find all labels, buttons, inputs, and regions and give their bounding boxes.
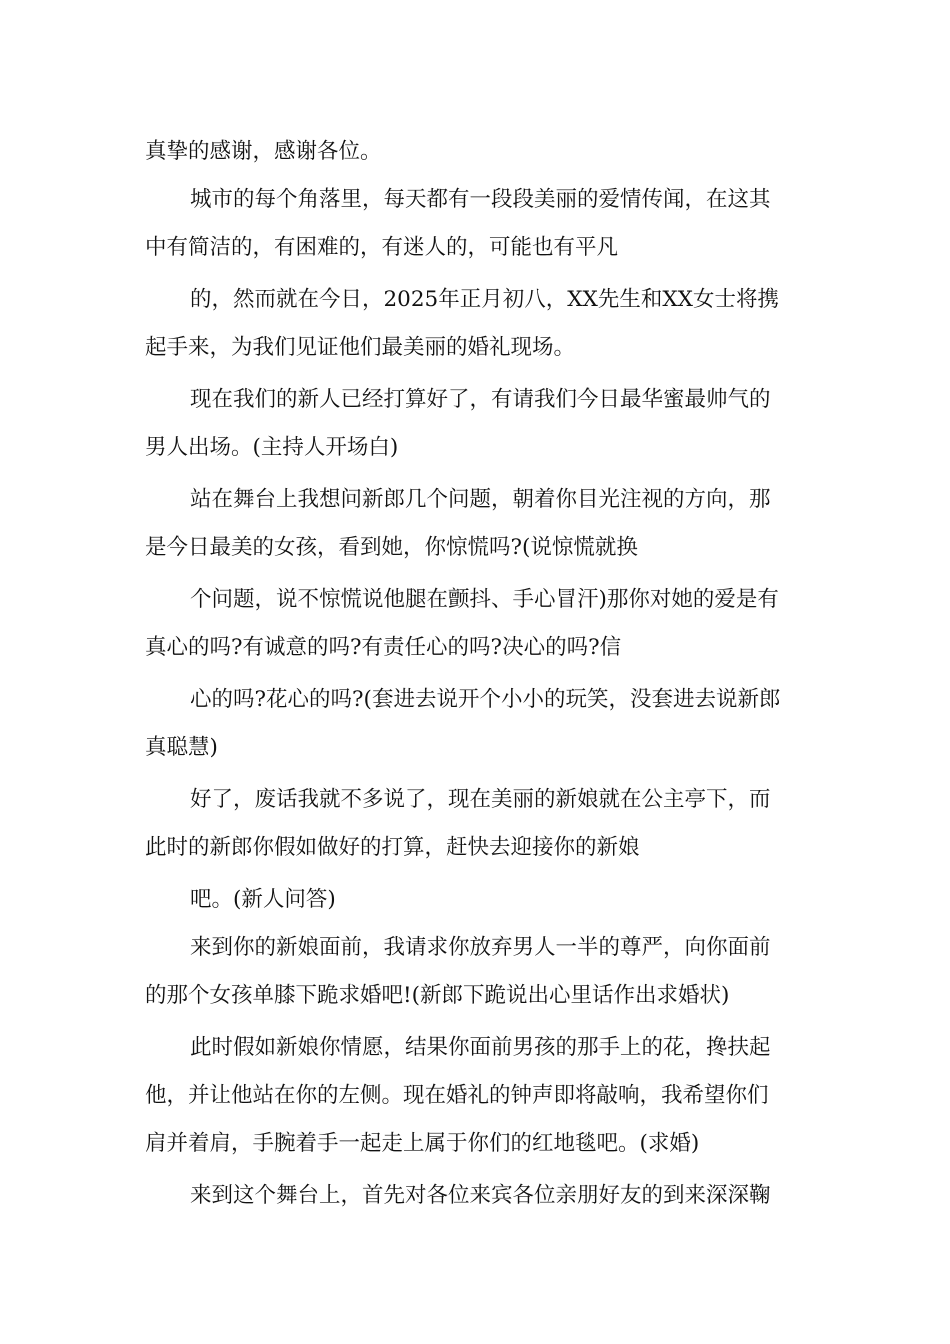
text-line: 真心的吗?有诚意的吗?有责任心的吗?决心的吗?信 <box>145 635 622 660</box>
text-line: 真挚的感谢，感谢各位。 <box>145 139 382 164</box>
text-line: 站在舞台上我想问新郎几个问题，朝着你目光注视的方向，那 <box>190 487 771 512</box>
text-line: 个问题，说不惊慌说他腿在颤抖、手心冒汗)那你对她的爱是有 <box>190 587 779 612</box>
text-line: 现在我们的新人已经打算好了，有请我们今日最华蜜最帅气的 <box>190 387 771 412</box>
text-line: 中有简洁的，有困难的，有迷人的，可能也有平凡 <box>145 235 619 260</box>
text-line: 来到这个舞台上，首先对各位来宾各位亲朋好友的到来深深鞠 <box>190 1183 771 1208</box>
text-line: 此时的新郎你假如做好的打算，赶快去迎接你的新娘 <box>145 835 640 860</box>
text-line: 肩并着肩，手腕着手一起走上属于你们的红地毯吧。(求婚) <box>145 1131 700 1156</box>
text-line: 城市的每个角落里，每天都有一段段美丽的爱情传闻，在这其 <box>190 187 771 212</box>
text-line: 好了，废话我就不多说了，现在美丽的新娘就在公主亭下，而 <box>190 787 771 812</box>
text-line: 真聪慧) <box>145 735 218 760</box>
text-line: 的，然而就在今日，2025年正月初八，XX先生和XX女士将携 <box>190 287 779 312</box>
text-line: 吧。(新人问答) <box>190 887 336 912</box>
text-line: 是今日最美的女孩，看到她，你惊慌吗?(说惊慌就换 <box>145 535 638 560</box>
text-line: 他，并让他站在你的左侧。现在婚礼的钟声即将敲响，我希望你们 <box>145 1083 769 1108</box>
text-line: 男人出场。(主持人开场白) <box>145 435 399 460</box>
text-line: 此时假如新娘你情愿，结果你面前男孩的那手上的花，搀扶起 <box>190 1035 771 1060</box>
text-line: 起手来，为我们见证他们最美丽的婚礼现场。 <box>145 335 576 360</box>
text-line: 的那个女孩单膝下跪求婚吧!(新郎下跪说出心里话作出求婚状) <box>145 983 730 1008</box>
text-line: 来到你的新娘面前，我请求你放弃男人一半的尊严，向你面前 <box>190 935 771 960</box>
text-line: 心的吗?花心的吗?(套进去说开个小小的玩笑，没套进去说新郎 <box>190 687 781 712</box>
